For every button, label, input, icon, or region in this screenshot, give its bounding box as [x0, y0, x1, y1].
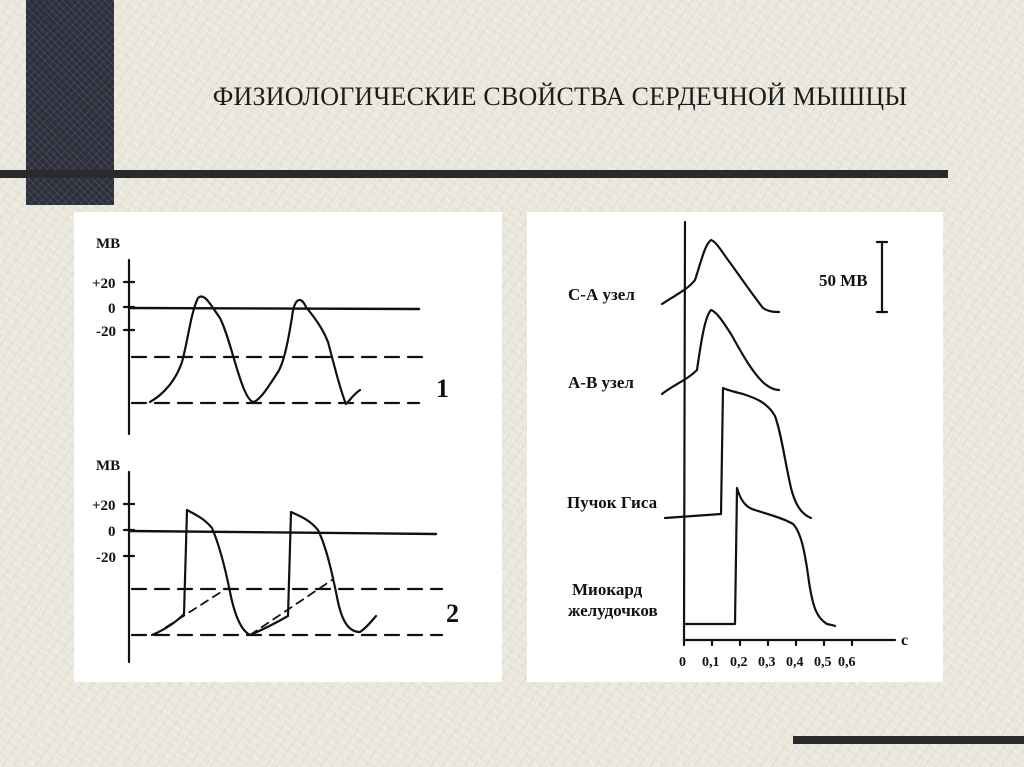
graph2-action-potential-curve — [152, 510, 376, 635]
footer-bar — [793, 736, 1024, 744]
graph2-unit-label: МВ — [96, 458, 121, 474]
left-diagram-panel — [74, 212, 502, 682]
sa-node-trace — [662, 240, 779, 312]
x-tick-label-0-2: 0,2 — [730, 655, 748, 670]
graph2-depolarization-slope-2 — [250, 580, 332, 635]
x-tick-label-0-1: 0,1 — [702, 655, 720, 670]
x-tick-label-0-4: 0,4 — [786, 655, 804, 670]
av-node-trace — [662, 310, 779, 394]
ventricular-myocardium-label-line1: Миокард — [572, 580, 643, 599]
x-tick-label-0-3: 0,3 — [758, 655, 776, 670]
graph1-action-potential-curve — [150, 296, 360, 404]
sa-node-label: С-А узел — [568, 285, 635, 304]
av-node-label: А-В узел — [568, 373, 634, 392]
x-tick-label-0-6: 0,6 — [838, 655, 856, 670]
graph1-unit-label: МВ — [96, 236, 121, 252]
time-axis-vertical — [684, 222, 685, 640]
scale-bar-label: 50 МВ — [819, 271, 868, 290]
time-axis-unit-label: с — [901, 632, 909, 649]
ventricular-myocardium-trace — [685, 488, 835, 626]
right-diagram-svg — [527, 212, 943, 682]
graph2-zero-line — [129, 531, 436, 534]
his-bundle-trace — [665, 388, 811, 518]
graph2-number-label: 2 — [446, 599, 459, 628]
graph1-number-label: 1 — [436, 374, 449, 403]
right-diagram-panel — [527, 212, 943, 682]
graph1-tick-label-minus20: -20 — [96, 324, 116, 340]
left-diagram-svg — [74, 212, 502, 682]
graph2-tick-label-plus20: +20 — [92, 498, 116, 514]
title-underline-bar — [0, 170, 948, 178]
graph2-tick-label-minus20: -20 — [96, 550, 116, 566]
x-tick-label-0-5: 0,5 — [814, 655, 832, 670]
x-tick-label-0: 0 — [679, 655, 686, 670]
ventricular-myocardium-label-line2: желудочков — [568, 601, 658, 620]
graph1-tick-label-zero: 0 — [108, 301, 116, 317]
graph1-tick-label-plus20: +20 — [92, 276, 116, 292]
his-bundle-label: Пучок Гиса — [567, 493, 658, 512]
slide-title: ФИЗИОЛОГИЧЕСКИЕ СВОЙСТВА СЕРДЕЧНОЙ МЫШЦЫ — [212, 82, 908, 111]
graph1-zero-line — [129, 308, 419, 309]
graph2-tick-label-zero: 0 — [108, 524, 116, 540]
